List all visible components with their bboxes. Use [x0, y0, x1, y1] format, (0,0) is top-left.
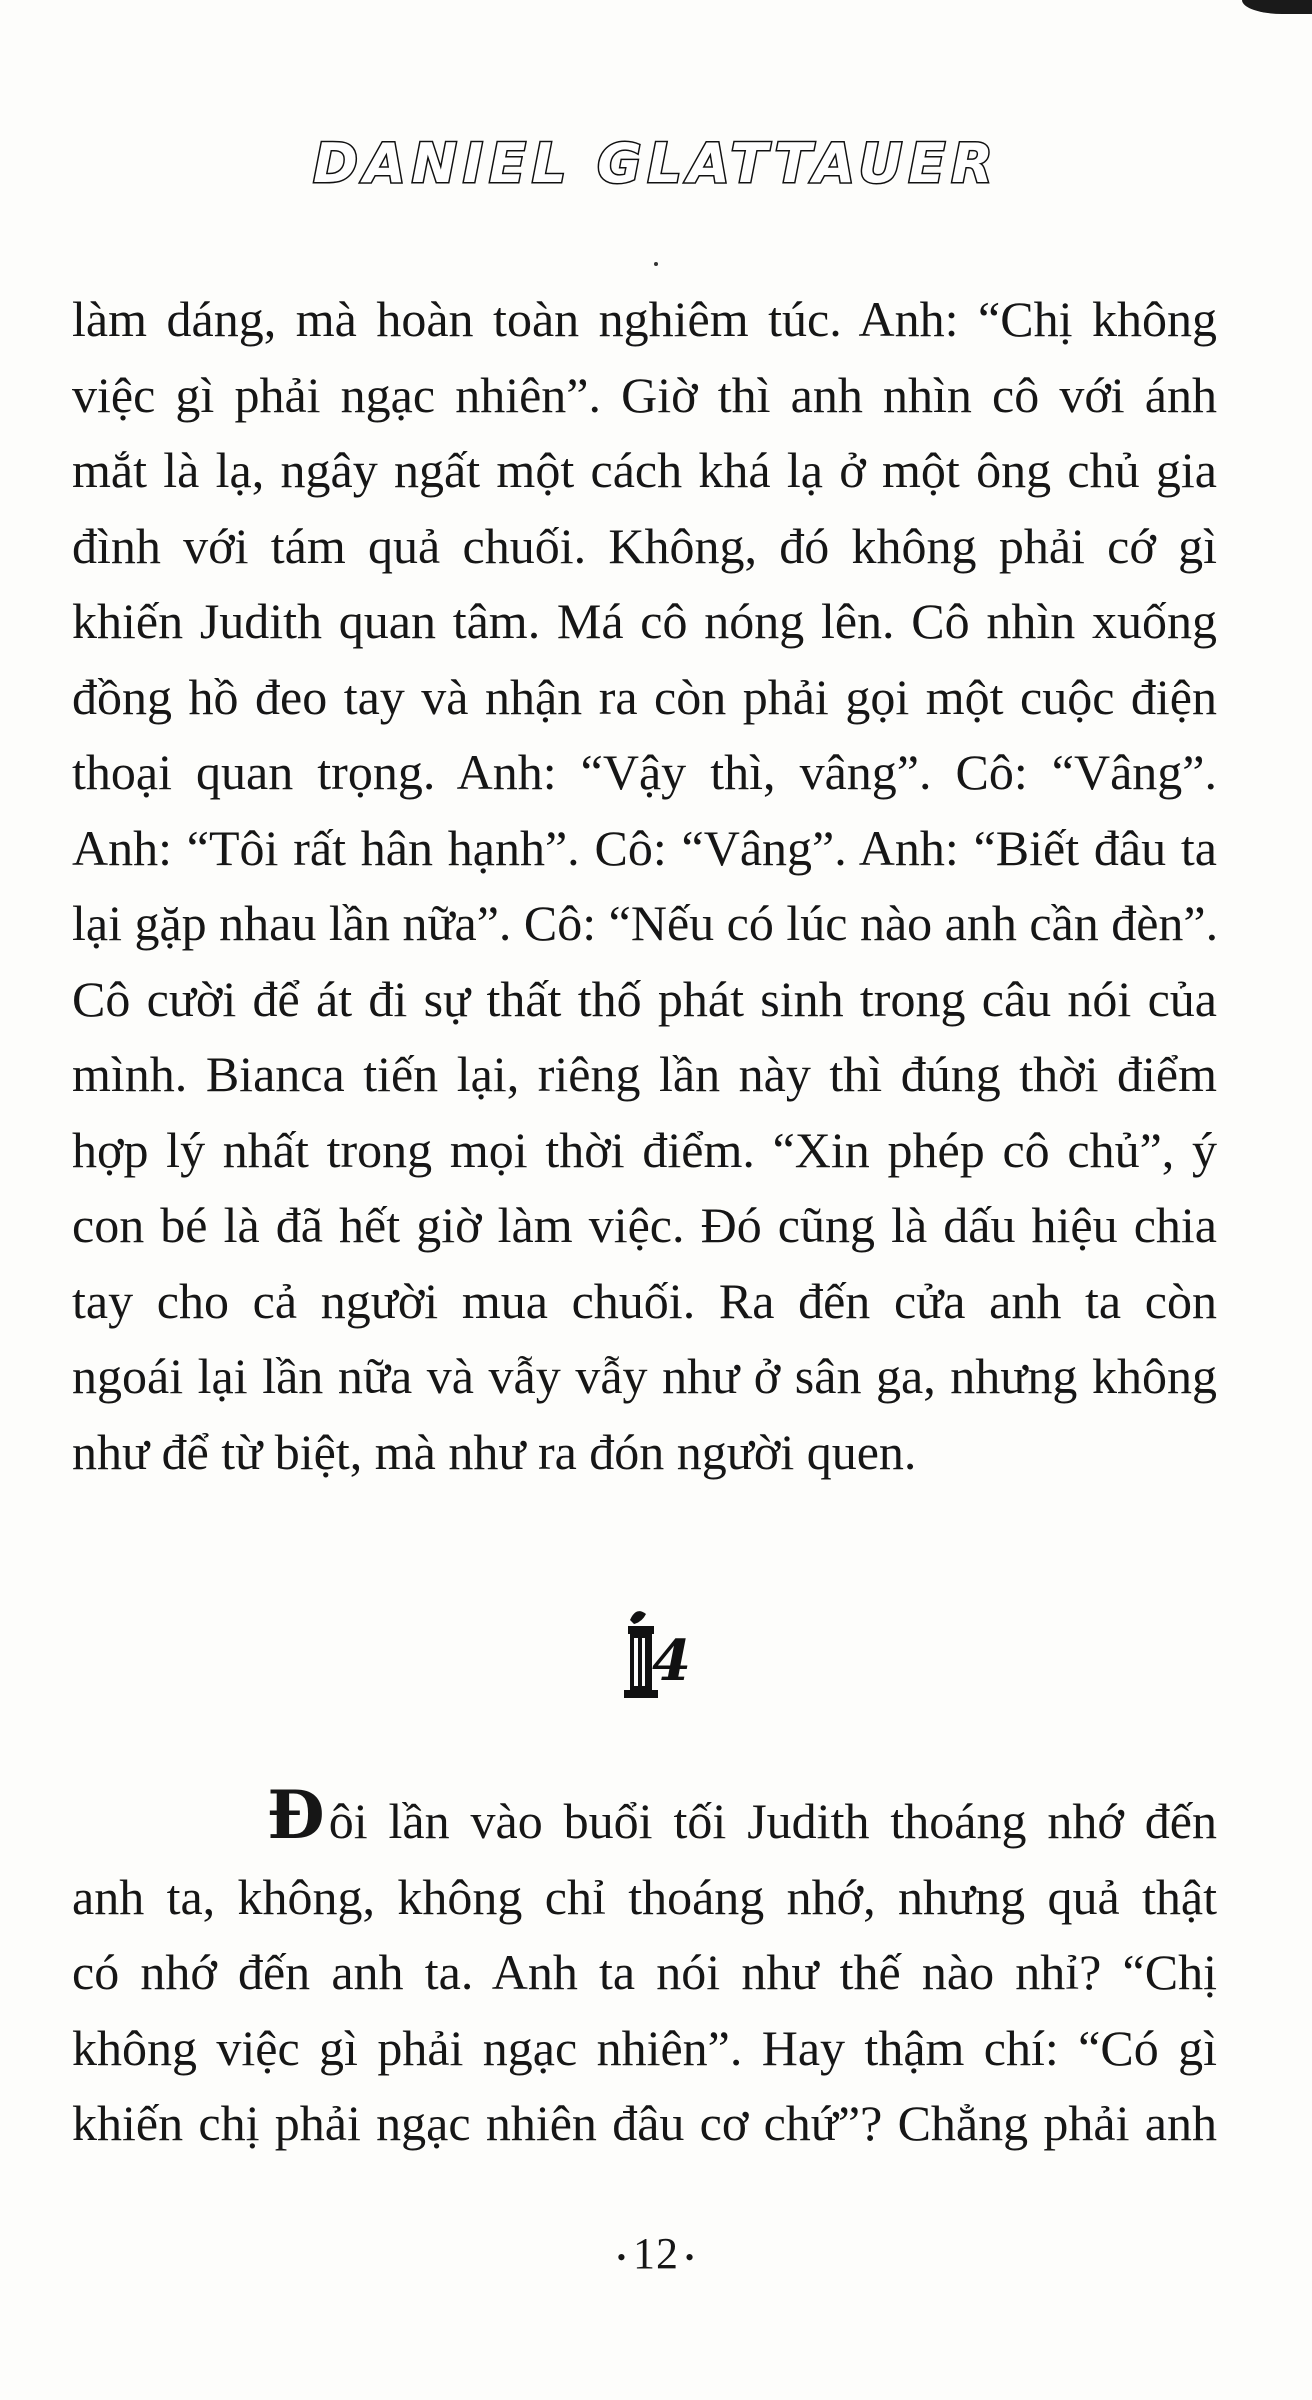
- text-line: có nhớ đến anh ta. Anh ta nói như thế nào nhỉ? “Chị: [72, 1944, 1217, 2000]
- text-line: Anh: “Tôi rất hân hạnh”. Cô: “Vâng”. Anh: “Biết đâu ta: [72, 819, 1217, 876]
- paragraph-1: [72, 282, 1217, 1490]
- text-line: lại gặp nhau lần nữa”. Cô: “Nếu có lúc nào anh cần đèn”.: [72, 895, 1219, 951]
- text-line: mắt là lạ, ngây ngất một cách khá lạ ở một ông chủ gia: [72, 442, 1217, 498]
- text-line: ngoái lại lần nữa và vẫy vẫy như ở sân ga, nhưng không: [72, 1348, 1217, 1404]
- text-line: hợp lý nhất trong mọi thời điểm. “Xin phép cô chủ”, ý: [72, 1121, 1217, 1178]
- page-number: 12: [633, 2229, 679, 2278]
- text-line: không việc gì phải ngạc nhiên”. Hay thậm chí: “Có gì: [72, 2019, 1217, 2076]
- page-number-footer: [0, 2228, 1312, 2279]
- text-line: Cô cười để át đi sự thất thố phát sinh trong câu nói của: [72, 970, 1217, 1027]
- running-header: [0, 132, 1312, 195]
- section-number-ornament: [612, 1600, 702, 1710]
- text-line: anh ta, không, không chỉ thoáng nhớ, nhưng quả thật: [72, 1868, 1217, 1925]
- text-line-first: [72, 1776, 1217, 1860]
- text-line: đình với tám quả chuối. Không, đó không phải cớ gì: [72, 517, 1217, 574]
- text-line: thoại quan trọng. Anh: “Vậy thì, vâng”. Cô: “Vâng”.: [72, 744, 1217, 800]
- lantern-icon: [612, 1600, 702, 1710]
- text-line: đồng hồ đeo tay và nhận ra còn phải gọi một cuộc điện: [72, 668, 1217, 725]
- folio-bullet-right: •: [685, 2242, 696, 2272]
- page-corner-shadow: [1242, 0, 1312, 14]
- paragraph-2: [72, 1776, 1217, 2162]
- text-line: khiến Judith quan tâm. Má cô nóng lên. Cô nhìn xuống: [72, 593, 1217, 649]
- text-line: như để từ biệt, mà như ra đón người quen.: [72, 1423, 917, 1480]
- first-line-text: ôi lần vào buổi tối Judith thoáng nhớ đến: [328, 1793, 1217, 1849]
- text-line: tay cho cả người mua chuối. Ra đến cửa anh ta còn: [72, 1272, 1217, 1329]
- author-running-head: DANIEL GLATTAUER: [313, 132, 999, 195]
- text-line: làm dáng, mà hoàn toàn nghiêm túc. Anh: “Chị không: [72, 291, 1217, 347]
- ink-speck: [654, 262, 658, 266]
- folio-bullet-left: •: [616, 2242, 627, 2272]
- text-line: con bé là đã hết giờ làm việc. Đó cũng là dấu hiệu chia: [72, 1197, 1217, 1253]
- text-line: việc gì phải ngạc nhiên”. Giờ thì anh nhìn cô với ánh: [72, 366, 1217, 423]
- section-number: 4: [652, 1628, 691, 1694]
- text-line: khiến chị phải ngạc nhiên đâu cơ chứ”? Chẳng phải anh: [72, 2095, 1217, 2151]
- text-line: mình. Bianca tiến lại, riêng lần này thì đúng thời điểm: [72, 1046, 1217, 1102]
- drop-cap: Đ: [267, 1776, 325, 1854]
